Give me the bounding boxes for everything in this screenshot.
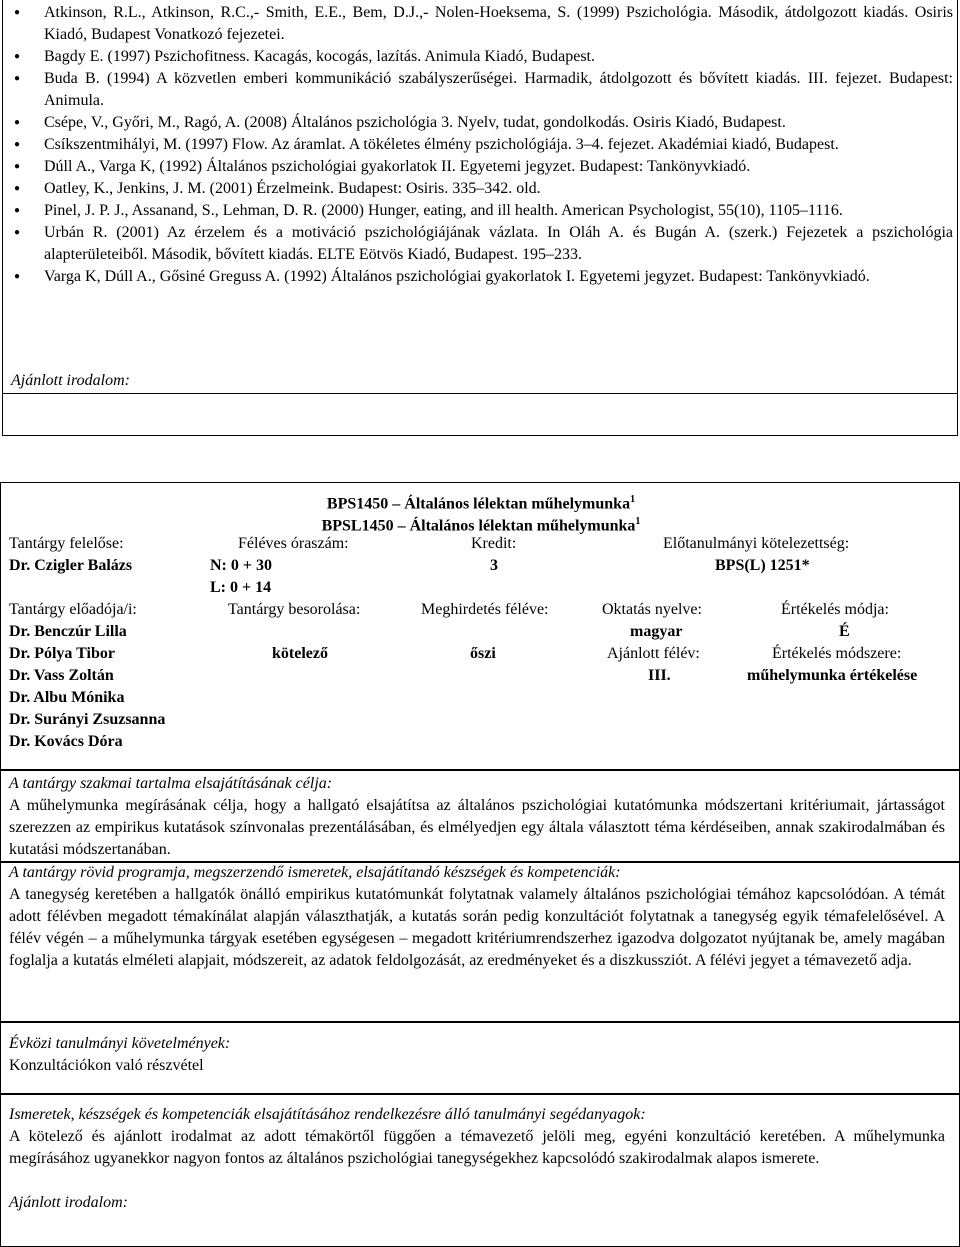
aids-text: A kötelező és ajánlott irodalmat az adott témakörtől függően a témavezető jelöli meg, egyéni konzultáció keretében. A műhelymunka megírásához ugyanekkor nagyon fontos az általános pszichológiai tanegységekhez kapcsolódó szakirodalmak alapos ismerete. (9, 1128, 945, 1167)
divider (3, 393, 957, 394)
reference-item: ● Bagdy E. (1997) Pszichofitness. Kacagás, kocogás, lazítás. Animula Kiadó, Budapest. (3, 46, 953, 68)
responsible-label: Tantárgy felelőse: (9, 535, 124, 552)
goal-text: A műhelymunka megírásának célja, hogy a hallgató elsajátítsa az általános pszichológiai kutatómunka módszertani kritériumait, jártasságot szerezzen az empirikus kutatások színvonalas prezentálásában, és elmélyedjen egy általa választott téma kérdéseiben, annak szakirodalmában és kutatási módszertanában. (9, 797, 945, 858)
divider (1, 1021, 959, 1023)
hours-n: N: 0 + 30 (210, 557, 272, 574)
classification-label: Tantárgy besorolása: (228, 601, 361, 618)
requirements-heading: Évközi tanulmányi követelmények: (9, 1035, 231, 1052)
lecturer-name: Dr. Albu Mónika (9, 689, 125, 706)
divider (1, 1093, 959, 1095)
lecturer-name: Dr. Pólya Tibor (9, 645, 115, 662)
prerequisite-label: Előtanulmányi kötelezettség: (663, 535, 850, 552)
reference-item: ● Oatley, K., Jenkins, J. M. (2001) Érzelmeink. Budapest: Osiris. 335–342. old. (3, 178, 953, 200)
aids-heading: Ismeretek, készségek és kompetenciák elsajátításához rendelkezésre álló tanulmányi segédanyagok: (9, 1106, 646, 1123)
hours-label: Féléves óraszám: (238, 535, 349, 552)
reference-item: ● Urbán R. (2001) Az érzelem és a motiváció pszichológiájának vázlata. In Oláh A. és Bugán A. (szerk.) Fejezetek a pszichológia alapterületeiből. Második, bővített kiadás. ELTE Eötvös Kiadó, Budapest. 195–233. (3, 222, 953, 266)
footnote-marker: 1 (635, 516, 641, 527)
course-box (0, 482, 960, 1247)
requirements-text: Konzultációkon való részvétel (9, 1057, 204, 1074)
reference-list (3, 2, 953, 288)
program-text: A tanegység keretében a hallgatók önálló empirikus kutatómunkát folytatnak valamely általános pszichológiai témához kapcsolódóan. A témát adott félévben megadott témakínálat alapján választhatják, a kutatás során pedig konzultációt folytatnak a tanegység egyik témafelelősével. A félév végén – a műhelymunka tárgyak esetében egységesen – megadott kritériumrendszerhez igazodva dolgozatot nyújtanak be, amely magában foglalja a kutatás elméleti alapjait, módszereit, az adatok feldolgozását, az eredményeket és a diszkussziót. A félévi jegyet a témavezető adja. (9, 886, 945, 969)
semester-value: őszi (470, 645, 496, 662)
recommended-reading-heading: Ajánlott irodalom: (11, 372, 130, 389)
semester-label: Meghirdetés féléve: (421, 601, 549, 618)
reference-item: ● Buda B. (1994) A közvetlen emberi kommunikáció szabályszerűségei. Harmadik, átdolgozott és bővített kiadás. III. fejezet. Budapest: Animula. (3, 68, 953, 112)
evaluation-mode-value: É (839, 623, 850, 640)
responsible-name: Dr. Czigler Balázs (9, 557, 133, 574)
reference-item: ● Pinel, J. P. J., Assanand, S., Lehman, D. R. (2000) Hunger, eating, and ill health. American Psychologist, 55(10), 1105–1116. (3, 200, 953, 222)
classification-value: kötelező (272, 645, 328, 662)
prerequisite-value: BPS(L) 1251* (715, 557, 810, 574)
lecturer-name: Dr. Vass Zoltán (9, 667, 114, 684)
reference-item: ● Csépe, V., Győri, M., Ragó, A. (2008) Általános pszichológia 3. Nyelv, tudat, gondolkodás. Osiris Kiadó, Budapest. (3, 112, 953, 134)
lecturers-label: Tantárgy előadója/i: (9, 601, 137, 618)
hours-l: L: 0 + 14 (210, 579, 272, 596)
reference-item: ● Varga K, Dúll A., Gősiné Greguss A. (1992) Általános pszichológiai gyakorlatok I. Egyetemi jegyzet. Budapest: Tankönyvkiadó. (3, 266, 953, 288)
program-heading: A tantárgy rövid programja, megszerzendő ismeretek, elsajátítandó készségek és kompetenciák: (9, 864, 621, 881)
course-title-text: BPS1450 – Általános lélektan műhelymunka (326, 495, 631, 513)
recommended-semester-label: Ajánlott félév: (607, 645, 700, 662)
credit-label: Kredit: (471, 535, 517, 552)
credit-value: 3 (490, 557, 498, 574)
recommended-reading-heading: Ajánlott irodalom: (9, 1194, 128, 1211)
language-value: magyar (630, 623, 683, 640)
reference-list-box (2, 0, 958, 436)
reference-item: ● Csíkszentmihályi, M. (1997) Flow. Az áramlat. A tökéletes élmény pszichológiája. 3–4. fejezet. Akadémiai kiadó, Budapest. (3, 134, 953, 156)
lecturer-name: Dr. Surányi Zsuzsanna (9, 711, 166, 728)
language-label: Oktatás nyelve: (602, 601, 702, 618)
evaluation-mode-label: Értékelés módja: (781, 601, 889, 618)
lecturer-name: Dr. Benczúr Lilla (9, 623, 127, 640)
lecturer-name: Dr. Kovács Dóra (9, 733, 123, 750)
footnote-marker: 1 (630, 494, 636, 505)
goal-heading: A tantárgy szakmai tartalma elsajátításának célja: (9, 775, 333, 792)
recommended-semester-value: III. (648, 667, 671, 684)
divider (1, 769, 959, 771)
course-title-text: BPSL1450 – Általános lélektan műhelymunka (321, 517, 636, 535)
evaluation-method-value: műhelymunka értékelése (747, 667, 918, 684)
evaluation-method-label: Értékelés módszere: (772, 645, 902, 662)
reference-item: ● Dúll A., Varga K, (1992) Általános pszichológiai gyakorlatok II. Egyetemi jegyzet. Budapest: Tankönyvkiadó. (3, 156, 953, 178)
reference-item: ● Atkinson, R.L., Atkinson, R.C.,- Smith, E.E., Bem, D.J.,- Nolen-Hoeksema, S. (1999) Pszichológia. Második, átdolgozott kiadás. Osiris Kiadó, Budapest Vonatkozó fejezetei. (3, 2, 953, 46)
